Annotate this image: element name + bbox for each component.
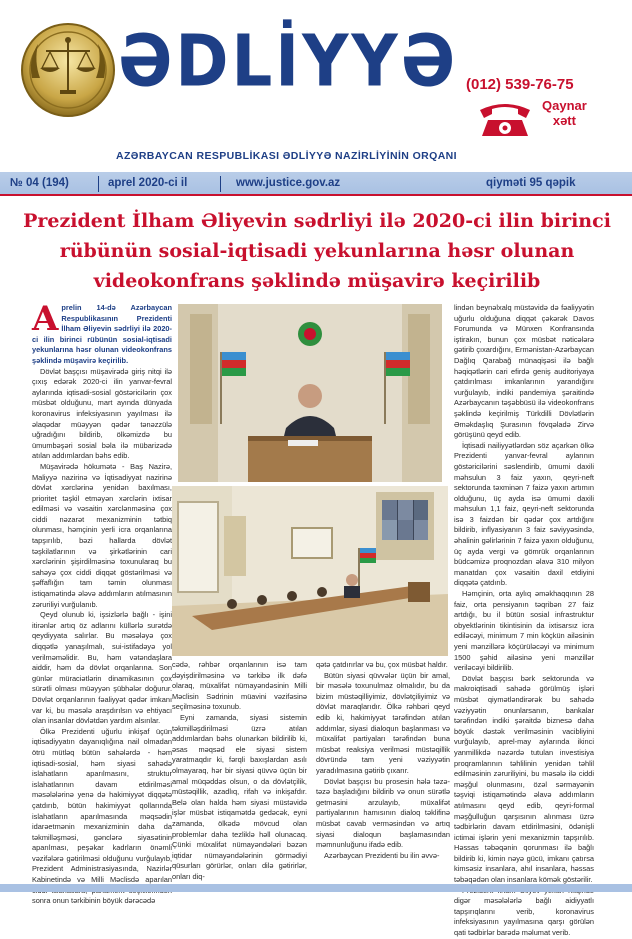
paragraph: Dövlət başçısı bərk sektorunda və makroiqtisadi sahədə görülmüş işləri müsbət qiymətləndirərək bu sahədə vəziyyətin onunlarsanın, bankalar tərəfindən indiki şəraitdə biznesə daha böyük dəstək verilməsinin vacibliyini vurğulayıb, aprel-may aylarında ikinci yanmillikdə nəzərdə tutulan investisiya proqramlarının təhlilinin yenidən təhlil edilməsinin zəruriliyini, bu məsələ ilə ciddi məşğul olunmasını, özəl sərmayənin təşviqi istiqamətində əlavə addımların atılmasını qeyd edib, qeyri-formal məşğulluğun qarşısının alınması üzrə tədbirlərin davam etdirilməsini, ödənişli ictimai işlərin yeni mexanizmin tapşırılıb. Həssas təbəqənin qorunması ilə bağlı bildirib ki, kimin nəyə gücü, imkanı çatırsa kimsəsiz insanlara, ahıl insanlara, həssas təbəqədən olan insanlara kömək göstərilir. [454, 673, 594, 885]
issue-number: № 04 (194) [10, 177, 69, 189]
president-videoconference-photo [178, 304, 442, 482]
paragraph: Bütün siyasi qüvvələr üçün bir amal, bir məsələ toxunulmaz olmalıdır, bu da bizim müstəqilliyimiz, dövlətçiliyimiz və dövlət maraqlarıdır. Ölkə rəhbəri qeyd edib ki, hakimiyyət tərəfindən atılan addımlar, siyasi dialoqun başlanması və müxalifət partiyaları tərəfindən buna müsbət reaksiya verilməsi müstəqillik dövründə tam yeni vəziyyətin yaradılmasına gətirib çıxarır. [316, 670, 450, 775]
divider [220, 176, 221, 192]
article-column-4 [454, 303, 594, 938]
paragraph: Müşavirədə hökumətə - Baş Nazirə, Maliyyə nazirinə və İqtisadiyyat nazirinə dövlət xərclərinə yenidən baxılması, prioritet təşkil etməyən xərclərin ixtisar edilməsi və vəsaitin xərclənməsinə çox ciddi nəzarət mexanizminin tətbiq olunması, həmçinin yerli icra orqanlarına tapşırılıb, bəzi hallarda dövlət təşkilatlarının və şirkətlərinin cari xərclərinin şişirdilməsinə toxunularaq bu sahəyə çox ciddi diqqət göstərilməsi və şəffaflığın tam təmin olunması istiqamətində ələvə addımların atılmasının zəruriliyi vurğulanıb. [32, 461, 172, 609]
article-column-1 [32, 299, 172, 906]
main-headline: Prezident İlham Əliyevin sədrliyi ilə 2020-ci ilin birinci rübünün sosial-iqtisadi yekunlarına həsr olunan videokonfrans şəklində müşavirə keçirilib [23, 210, 611, 292]
issue-info-bar [0, 170, 632, 196]
paragraph: Həmçinin, orta aylıq əməkhaqqının 28 faiz, orta pensiyanın təqribən 27 faiz artdığı, bu il bütün sosial infrastruktur obyektlərinin tikintisinin da ixtisarsız icra ediləcəyi, minimum 7 min köçkün ailəsinin yeni mənzillərə köçürüləcəyi və minimum 1500 şəhid ailəsinə yeni mənzillər veriləcəyi bildirilib. [454, 589, 594, 673]
paragraph: digər məsələlərlə bağlı aidiyyatlı tapşırıqlarını verib, koronavirus infeksiyasının yayılmasına qarşı görülən qati tədbirlər barədə məlumat verib. [454, 896, 594, 938]
hotline-label [542, 98, 587, 128]
red-telephone-icon [474, 96, 536, 140]
hotline-number[interactable]: (012) 539-76-75 [466, 76, 574, 93]
hotline-label-line2: xətt [552, 113, 576, 128]
article-column-3 [316, 660, 450, 881]
lead-text: prelin 14-də Azərbaycan Respublikasının Prezidenti İlham Əliyevin sədrliyi ilə 2020-ci ilin birinci rübünün sosial-iqtisadi yekunlarına həsr olunan videokonfrans şəklində müşavirə keçirilib. [32, 303, 172, 365]
article-lead [32, 299, 172, 367]
paragraph: Eyni zamanda, siyasi sistemin təkmilləşdirilməsi üzrə atılan addımlardan bəhs olunarkən bildirilib ki, əsas məqsəd ele siyasi sistem yaratmaqdır ki, fərqli baxışlardan asılı olmayaraq, hər bir siyasi qüvvə üçün bir amal müqəddəs olsun, o da dövlətçilik, müstəqillik, azadlıq, rifah və inkişafdır. Belə olan halda həm siyasi müstəvidə işlər müsbət istiqamətdə gedəcək, eyni zamanda, ölkədə mövcud olan problemlər daha tezliklə həll olunacaq. Çünki müxalifət nümayəndələri bəzən iqtidar nümayəndələrinin görmədiyi qüsurları görürlər, onları dilə gətirirlər, onları diq- [172, 712, 307, 881]
masthead [0, 0, 632, 170]
paragraph: qətə çatdırırlar və bu, çox müsbət haldır. [316, 660, 448, 669]
paragraph: Dövlət başçısı müşavirədə giriş nitqi ilə çıxış edərək 2020-ci ilin yanvar-fevral aylarında iqtisadi-sosial göstəricilərin çox müsbət olduğunu, mart ayında dünyada koronavirus infeksiyasının yayılması ilə əlaqədar müəyyən qədər tənəzzülə uğradığını bildirib, ölkəmizdə bu ümumbəşəri sosial bəla ilə mübarizədə atılan addımlardan bəhs edib. [32, 366, 172, 461]
paragraph: Azərbaycan Prezidenti bu ilin əvvə- [324, 850, 440, 860]
bottom-rule [0, 884, 632, 892]
drop-cap: A [32, 299, 59, 339]
article-column-2 [172, 660, 307, 881]
issue-price: qiyməti 95 qəpik [486, 177, 576, 189]
videoconference-room-photo [172, 486, 448, 656]
hotline-label-line1: Qaynar [542, 98, 587, 113]
paragraph: Dövlət başçısı bu prosesin hələ təzə-təzə başladığını bildirib və onun sürətlə getməsini arzulayıb, müxalifət partiyalarının hamısının dialoq təklifinə müsbət cavab verməsindən və artıq siyasi dialoqun başlamasından məmnunluğunu ifadə edib. [316, 776, 450, 850]
paragraph: cədə, rəhbər orqanlarının isə tam dəyişdirilməsinə və tərkibə ilk dəfə olaraq, müxalifət nümayəndəsinin Milli Məclisin Sədrinin müavini vəzifəsinə seçilməsinə toxunub. [172, 660, 307, 712]
issue-date: aprel 2020-ci il [108, 177, 188, 189]
newspaper-title: ƏDLİYYƏ [118, 20, 459, 104]
paragraph: Ölkə Prezidenti uğurlu inkişaf üçün iqtisadiyyatın dayanıqlığına nail olmadan ötrü mütləq bütün sahələrdə - həm iqtisadi-sosial, həm siyasi sahədə islahatların aparılmasını, struktur islahatlarının davam etdirilməsi məsələlərinə yenə də hakimiyyət diqqətə çatdırıb, bütün hakimiyyət qollarında islahatların aparılmasında məqsədin idarəetmənin mexanizminin daha da təkmilləşməsi, gənclərə siyasətinin aparılması, peşəkar kadrların önəmli vəzifələrə gətirilməsi olduğunu vurğulayıb, Prezident Administrasiyasında, Nazirlər Kabinetində və Milli Məclisdə aparılan sonra onun tərkibinin böyük dərəcədə [32, 726, 172, 906]
website-link[interactable]: www.justice.gov.az [236, 177, 341, 189]
paragraph: Qeyd olunub ki, işsizlərlə bağlı - işini itirənlər artıq öz adlarını küllərlə surətdə qeydiyyata salırlar. Bu məsələyə çox diqqətlə yanaşılmalı, sui-istifadəyə yol verilməməlidir. Bu, həm vətəndaşlara aiddir, həm də dövlət orqanlarına. Son günlər müraciətlərin dinamikasının çox sürətli olması müəyyən şübhələr doğurur. Dövlət orqanlarının fəaliyyət qədər imkanı var ki, bu məsələ araşdırılsın və ehtiyacı olan insanlar dövlətdən yardım alsınlar. [32, 610, 172, 726]
ministry-subtitle: AZƏRBAYCAN RESPUBLİKASI ƏDLİYYƏ NAZİRLİYİNİN ORQANI [116, 150, 457, 162]
paragraph: İqtisadi nailiyyətlərdən söz açarkən ölkə Prezidenti yanvar-fevral aylarının göstəricilərini səslendirib, ümumi daxili məhsulun 3 faiz yaxın, qeyri-neft sektorunda təxminən 7 faizə yaxın artımın olduğunu, üç ayda isə ümumi daxili məhsulun 1,1 faiz, qeyri-neft sektorunda isə 3 faizdən bir qədər çox artdığını bildirib, inflyasiyanın 3 faiz səviyyəsində, əhalinin gəlirlərinin 7 faizə yaxın olduğunu, üç ayda vergi və gömrük orqanlarının büdcəmizə proqnozdan əlavə 310 milyon manatdan çox vəsaitin daxil etdiyini diqqətə çatdırıb. [454, 440, 594, 588]
scales-of-justice-emblem-icon [18, 20, 118, 120]
paragraph: lindən beynəlxalq müstəvidə də fəaliyyətin uğurlu olduğuna diqqət çəkərək Davos Forumunda və Münxen Konfransında iştirakın, bunun çox müsbət nəticələrə gətirib çıxardığını, Ermənistan-Azərbaycan Dağlıq Qarabağ münaqişəsi ilə bağlı həqiqətlərin cari efirdə geniş auditoriyaya çatdırılması imkanlarının yarandığını vurğulayıb, indiki pandemiya şəraitində Azərbaycanın təşəbbüsü ilə videokonfrans şəklində keçirilmiş Türkdilli Dövlətlərin Əməkdaşlıq Şurasının fövqəladə Zirvə görüşünü qeyd edib. [454, 303, 594, 440]
divider [98, 176, 99, 192]
